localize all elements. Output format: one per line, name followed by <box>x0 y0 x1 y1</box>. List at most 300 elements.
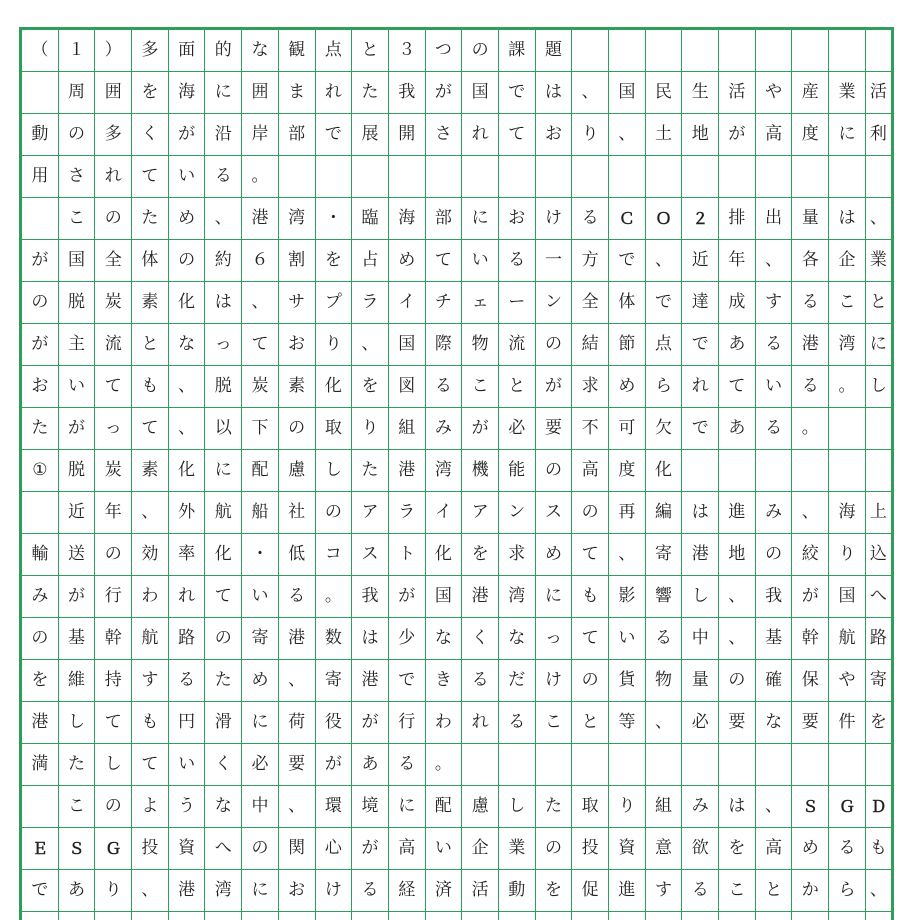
grid-cell <box>719 450 756 491</box>
grid-cell: 高 <box>572 450 609 491</box>
grid-cell: 心 <box>316 828 353 869</box>
grid-cell: 寄 <box>316 660 353 701</box>
grid-cell: 点 <box>646 324 683 365</box>
grid-cell: を <box>719 828 756 869</box>
grid-cell: 要 <box>279 744 316 785</box>
grid-cell: 活 <box>869 82 887 102</box>
grid-cell: い <box>756 366 793 407</box>
grid-cell: に <box>242 870 279 911</box>
grid-cell <box>829 408 866 449</box>
grid-cell: 港 <box>462 576 499 617</box>
grid-cell: が <box>536 366 573 407</box>
grid-cell: な <box>169 324 206 365</box>
grid-cell: た <box>205 660 242 701</box>
grid-cell: こ <box>829 282 866 323</box>
grid-cell: に <box>389 786 426 827</box>
grid-cell: 体 <box>132 240 169 281</box>
grid-cell <box>536 912 573 920</box>
grid-cell: が <box>59 408 96 449</box>
grid-cell: が <box>169 114 206 155</box>
grid-cell: 一 <box>536 240 573 281</box>
grid-cell: 環 <box>316 786 353 827</box>
grid-cell: に <box>536 576 573 617</box>
grid-cell: 荷 <box>279 702 316 743</box>
grid-cell: 産 <box>792 72 829 113</box>
grid-cell: と <box>756 870 793 911</box>
grid-cell: の <box>572 492 609 533</box>
grid-cell: 役 <box>316 702 353 743</box>
grid-cell: 図 <box>389 366 426 407</box>
grid-cell: 、 <box>869 208 887 228</box>
grid-cell: 業 <box>829 72 866 113</box>
grid-cell: 促 <box>572 870 609 911</box>
grid-cell: 国 <box>426 576 463 617</box>
grid-cell: あ <box>59 870 96 911</box>
grid-cell: 件 <box>829 702 866 743</box>
grid-row <box>22 324 891 366</box>
grid-cell: み <box>426 408 463 449</box>
grid-cell: わ <box>426 702 463 743</box>
grid-cell: て <box>426 240 463 281</box>
grid-cell: 点 <box>316 30 353 71</box>
grid-cell: 物 <box>462 324 499 365</box>
grid-cell: 。 <box>829 366 866 407</box>
grid-cell: 我 <box>352 576 389 617</box>
grid-cell: て <box>132 744 169 785</box>
grid-cell: か <box>792 870 829 911</box>
grid-cell: に <box>869 334 887 354</box>
grid-cell: 保 <box>792 660 829 701</box>
grid-cell: け <box>536 198 573 239</box>
grid-cell: れ <box>462 114 499 155</box>
grid-cell: 部 <box>426 198 463 239</box>
grid-cell: の <box>95 198 132 239</box>
grid-cell: た <box>352 72 389 113</box>
grid-cell: す <box>756 282 793 323</box>
grid-cell <box>572 744 609 785</box>
grid-cell: 必 <box>682 702 719 743</box>
grid-cell: て <box>719 366 756 407</box>
grid-cell: 化 <box>205 534 242 575</box>
grid-cell: の <box>572 660 609 701</box>
grid-cell: や <box>756 72 793 113</box>
grid-cell: も <box>132 702 169 743</box>
grid-cell: の <box>95 786 132 827</box>
grid-cell: 物 <box>646 660 683 701</box>
grid-cell: Ｇ <box>829 786 866 827</box>
grid-cell: ６ <box>242 240 279 281</box>
grid-cell: い <box>169 156 206 197</box>
grid-cell: 素 <box>132 450 169 491</box>
grid-cell: い <box>242 576 279 617</box>
grid-cell: 湾 <box>426 450 463 491</box>
grid-cell: 必 <box>242 744 279 785</box>
grid-cell <box>499 744 536 785</box>
grid-cell: で <box>646 282 683 323</box>
grid-cell: 港 <box>389 450 426 491</box>
grid-cell: 割 <box>279 240 316 281</box>
grid-cell: 。 <box>426 744 463 785</box>
grid-cell: け <box>316 870 353 911</box>
grid-cell: に <box>462 198 499 239</box>
grid-cell <box>719 156 756 197</box>
grid-cell: 流 <box>499 324 536 365</box>
grid-cell: 高 <box>756 114 793 155</box>
grid-cell: の <box>756 534 793 575</box>
grid-cell: 企 <box>462 828 499 869</box>
grid-cell: 湾 <box>279 198 316 239</box>
grid-cell: な <box>242 30 279 71</box>
grid-cell: め <box>169 198 206 239</box>
grid-cell: 炭 <box>95 282 132 323</box>
grid-cell <box>792 450 829 491</box>
grid-cell: 面 <box>169 30 206 71</box>
grid-cell: 配 <box>242 450 279 491</box>
grid-cell: こ <box>59 786 96 827</box>
grid-row <box>22 576 891 618</box>
grid-row <box>22 744 891 786</box>
grid-row <box>22 72 891 114</box>
grid-cell: 航 <box>132 618 169 659</box>
grid-cell: 、 <box>719 618 756 659</box>
grid-cell: て <box>572 618 609 659</box>
grid-cell: る <box>279 576 316 617</box>
grid-cell <box>792 30 829 71</box>
grid-cell: れ <box>169 576 206 617</box>
grid-cell: て <box>242 324 279 365</box>
grid-cell: る <box>572 198 609 239</box>
grid-cell <box>829 912 866 920</box>
grid-cell: 活 <box>719 72 756 113</box>
grid-cell: て <box>132 408 169 449</box>
grid-cell: ・ <box>242 534 279 575</box>
grid-cell: 、 <box>572 72 609 113</box>
grid-cell: 、 <box>132 870 169 911</box>
grid-cell: い <box>426 828 463 869</box>
grid-cell: た <box>59 744 96 785</box>
grid-cell: 上 <box>869 502 887 522</box>
grid-cell: 民 <box>646 72 683 113</box>
grid-cell: る <box>169 660 206 701</box>
grid-cell: 、 <box>609 114 646 155</box>
grid-cell <box>756 156 793 197</box>
grid-cell: 送 <box>59 534 96 575</box>
grid-cell: 体 <box>609 282 646 323</box>
grid-cell <box>829 156 866 197</box>
grid-cell <box>95 912 132 920</box>
grid-cell: 路 <box>169 618 206 659</box>
grid-cell <box>279 912 316 920</box>
grid-cell <box>352 156 389 197</box>
grid-cell <box>719 912 756 920</box>
grid-cell <box>609 744 646 785</box>
grid-cell <box>609 156 646 197</box>
grid-cell: （ <box>22 30 59 71</box>
grid-cell: 国 <box>462 72 499 113</box>
grid-cell: が <box>719 114 756 155</box>
grid-cell: 化 <box>169 282 206 323</box>
grid-cell: 部 <box>279 114 316 155</box>
grid-cell: 動 <box>22 114 59 155</box>
grid-cell: 全 <box>95 240 132 281</box>
grid-cell: り <box>95 870 132 911</box>
grid-cell: 企 <box>829 240 866 281</box>
grid-cell: 量 <box>792 198 829 239</box>
grid-cell: 題 <box>536 30 573 71</box>
grid-cell: の <box>22 282 59 323</box>
grid-cell: く <box>132 114 169 155</box>
grid-cell: の <box>22 618 59 659</box>
grid-cell: な <box>426 618 463 659</box>
grid-cell: ア <box>352 492 389 533</box>
grid-cell: め <box>389 240 426 281</box>
grid-cell: ス <box>352 534 389 575</box>
grid-cell: 出 <box>756 198 793 239</box>
grid-cell: 臨 <box>352 198 389 239</box>
grid-cell: の <box>169 240 206 281</box>
grid-row <box>22 786 891 828</box>
grid-cell: 取 <box>572 786 609 827</box>
grid-cell: 組 <box>389 408 426 449</box>
grid-cell: Ｇ <box>95 828 132 869</box>
grid-cell: 進 <box>609 870 646 911</box>
manuscript-grid <box>19 27 894 920</box>
grid-cell: 海 <box>389 198 426 239</box>
grid-cell <box>646 30 683 71</box>
grid-cell <box>205 912 242 920</box>
grid-cell: い <box>462 240 499 281</box>
grid-cell: 取 <box>316 408 353 449</box>
grid-cell: 必 <box>499 408 536 449</box>
grid-cell: 境 <box>352 786 389 827</box>
grid-row <box>22 240 891 282</box>
grid-cell: 国 <box>829 576 866 617</box>
grid-cell: め <box>242 660 279 701</box>
grid-cell <box>866 30 891 71</box>
grid-cell <box>829 450 866 491</box>
grid-cell: 排 <box>719 198 756 239</box>
grid-cell: Ｄ <box>870 796 887 816</box>
grid-cell <box>132 912 169 920</box>
grid-cell: 利 <box>869 124 887 144</box>
grid-cell <box>866 408 891 449</box>
grid-cell: で <box>316 114 353 155</box>
grid-cell: や <box>829 660 866 701</box>
grid-cell: 欠 <box>646 408 683 449</box>
grid-cell: 節 <box>609 324 646 365</box>
grid-cell: 投 <box>572 828 609 869</box>
grid-cell: な <box>756 702 793 743</box>
grid-cell: 国 <box>609 72 646 113</box>
grid-cell: る <box>829 828 866 869</box>
grid-cell: こ <box>719 870 756 911</box>
grid-cell: Ｏ <box>646 198 683 239</box>
grid-cell: し <box>95 744 132 785</box>
grid-row <box>22 198 891 240</box>
grid-cell: 貨 <box>609 660 646 701</box>
grid-cell: 観 <box>279 30 316 71</box>
grid-row <box>22 156 891 198</box>
grid-cell: に <box>242 702 279 743</box>
grid-cell: 全 <box>572 282 609 323</box>
grid-cell: さ <box>59 156 96 197</box>
grid-cell: ア <box>462 492 499 533</box>
grid-cell: 数 <box>316 618 353 659</box>
grid-cell: ン <box>536 282 573 323</box>
grid-cell: て <box>572 534 609 575</box>
grid-cell: 資 <box>609 828 646 869</box>
grid-cell: お <box>279 324 316 365</box>
grid-cell <box>279 156 316 197</box>
grid-cell: 展 <box>352 114 389 155</box>
grid-cell <box>866 744 891 785</box>
grid-cell: 基 <box>59 618 96 659</box>
grid-cell: が <box>22 324 59 365</box>
grid-cell: 化 <box>646 450 683 491</box>
grid-cell: 囲 <box>95 72 132 113</box>
grid-cell: っ <box>95 408 132 449</box>
grid-cell: 以 <box>205 408 242 449</box>
grid-cell: 主 <box>59 324 96 365</box>
grid-cell: へ <box>869 586 887 606</box>
grid-cell: よ <box>132 786 169 827</box>
grid-cell: り <box>572 114 609 155</box>
grid-cell: 能 <box>499 450 536 491</box>
grid-row <box>22 114 891 156</box>
grid-cell: 意 <box>646 828 683 869</box>
grid-cell: プ <box>316 282 353 323</box>
grid-cell: 土 <box>646 114 683 155</box>
grid-cell: 影 <box>609 576 646 617</box>
grid-cell <box>462 156 499 197</box>
grid-cell: れ <box>462 702 499 743</box>
grid-cell: し <box>59 702 96 743</box>
grid-cell: が <box>389 576 426 617</box>
grid-cell <box>646 744 683 785</box>
grid-row <box>22 30 891 72</box>
grid-cell: り <box>609 786 646 827</box>
grid-cell: 絞 <box>792 534 829 575</box>
grid-cell: 結 <box>572 324 609 365</box>
grid-cell: る <box>389 744 426 785</box>
grid-cell <box>22 72 59 113</box>
grid-cell: が <box>426 72 463 113</box>
grid-cell: っ <box>205 324 242 365</box>
grid-cell: で <box>389 660 426 701</box>
grid-cell <box>792 912 829 920</box>
grid-row <box>22 408 891 450</box>
grid-cell: お <box>22 366 59 407</box>
grid-cell: す <box>132 660 169 701</box>
grid-cell: し <box>499 786 536 827</box>
grid-cell: と <box>572 702 609 743</box>
grid-cell: 近 <box>682 240 719 281</box>
grid-cell: 港 <box>169 870 206 911</box>
grid-cell: 度 <box>609 450 646 491</box>
grid-cell <box>756 744 793 785</box>
grid-cell: 開 <box>389 114 426 155</box>
grid-cell <box>682 156 719 197</box>
grid-cell: イ <box>389 282 426 323</box>
grid-cell <box>572 912 609 920</box>
grid-cell: て <box>132 156 169 197</box>
grid-cell: ン <box>499 492 536 533</box>
grid-cell: 慮 <box>279 450 316 491</box>
grid-cell <box>866 912 891 920</box>
grid-cell: 動 <box>499 870 536 911</box>
grid-cell: る <box>756 324 793 365</box>
grid-row <box>22 660 891 702</box>
grid-cell: 。 <box>242 156 279 197</box>
grid-cell: Ｃ <box>609 198 646 239</box>
grid-cell: れ <box>682 366 719 407</box>
grid-cell: ー <box>499 282 536 323</box>
grid-cell: 的 <box>205 30 242 71</box>
grid-cell: 各 <box>792 240 829 281</box>
grid-cell: 下 <box>242 408 279 449</box>
grid-cell: が <box>792 576 829 617</box>
grid-cell: こ <box>59 198 96 239</box>
grid-cell: っ <box>536 618 573 659</box>
grid-cell: 、 <box>756 240 793 281</box>
grid-cell: 脱 <box>59 450 96 491</box>
grid-cell <box>316 912 353 920</box>
grid-cell: で <box>499 72 536 113</box>
grid-cell: 要 <box>792 702 829 743</box>
grid-cell: い <box>169 744 206 785</box>
grid-cell: 我 <box>389 72 426 113</box>
grid-cell: 要 <box>536 408 573 449</box>
grid-cell: 欲 <box>682 828 719 869</box>
grid-cell: 投 <box>132 828 169 869</box>
grid-cell <box>22 786 59 827</box>
grid-cell: は <box>352 618 389 659</box>
grid-cell: 湾 <box>499 576 536 617</box>
grid-cell: の <box>205 618 242 659</box>
grid-cell: た <box>536 786 573 827</box>
grid-cell: で <box>609 240 646 281</box>
grid-cell: し <box>869 376 887 396</box>
grid-cell: て <box>95 366 132 407</box>
grid-cell: は <box>536 72 573 113</box>
grid-cell: が <box>316 744 353 785</box>
grid-row <box>22 870 891 912</box>
grid-cell: ス <box>536 492 573 533</box>
grid-cell: め <box>536 534 573 575</box>
grid-cell: も <box>132 366 169 407</box>
grid-row <box>22 702 891 744</box>
grid-cell: 、 <box>719 576 756 617</box>
grid-cell: 。 <box>316 576 353 617</box>
grid-cell: 成 <box>719 282 756 323</box>
grid-cell: 港 <box>279 618 316 659</box>
grid-cell <box>682 450 719 491</box>
grid-cell: 生 <box>682 72 719 113</box>
grid-cell <box>169 912 206 920</box>
grid-cell: 、 <box>242 282 279 323</box>
grid-cell: 、 <box>169 408 206 449</box>
grid-cell: に <box>205 72 242 113</box>
grid-cell: 素 <box>132 282 169 323</box>
grid-cell: 確 <box>756 660 793 701</box>
grid-cell: の <box>279 408 316 449</box>
grid-cell: 進 <box>719 492 756 533</box>
grid-cell <box>352 912 389 920</box>
grid-cell: も <box>572 576 609 617</box>
grid-cell: り <box>352 408 389 449</box>
grid-cell: 海 <box>169 72 206 113</box>
grid-cell <box>22 198 59 239</box>
